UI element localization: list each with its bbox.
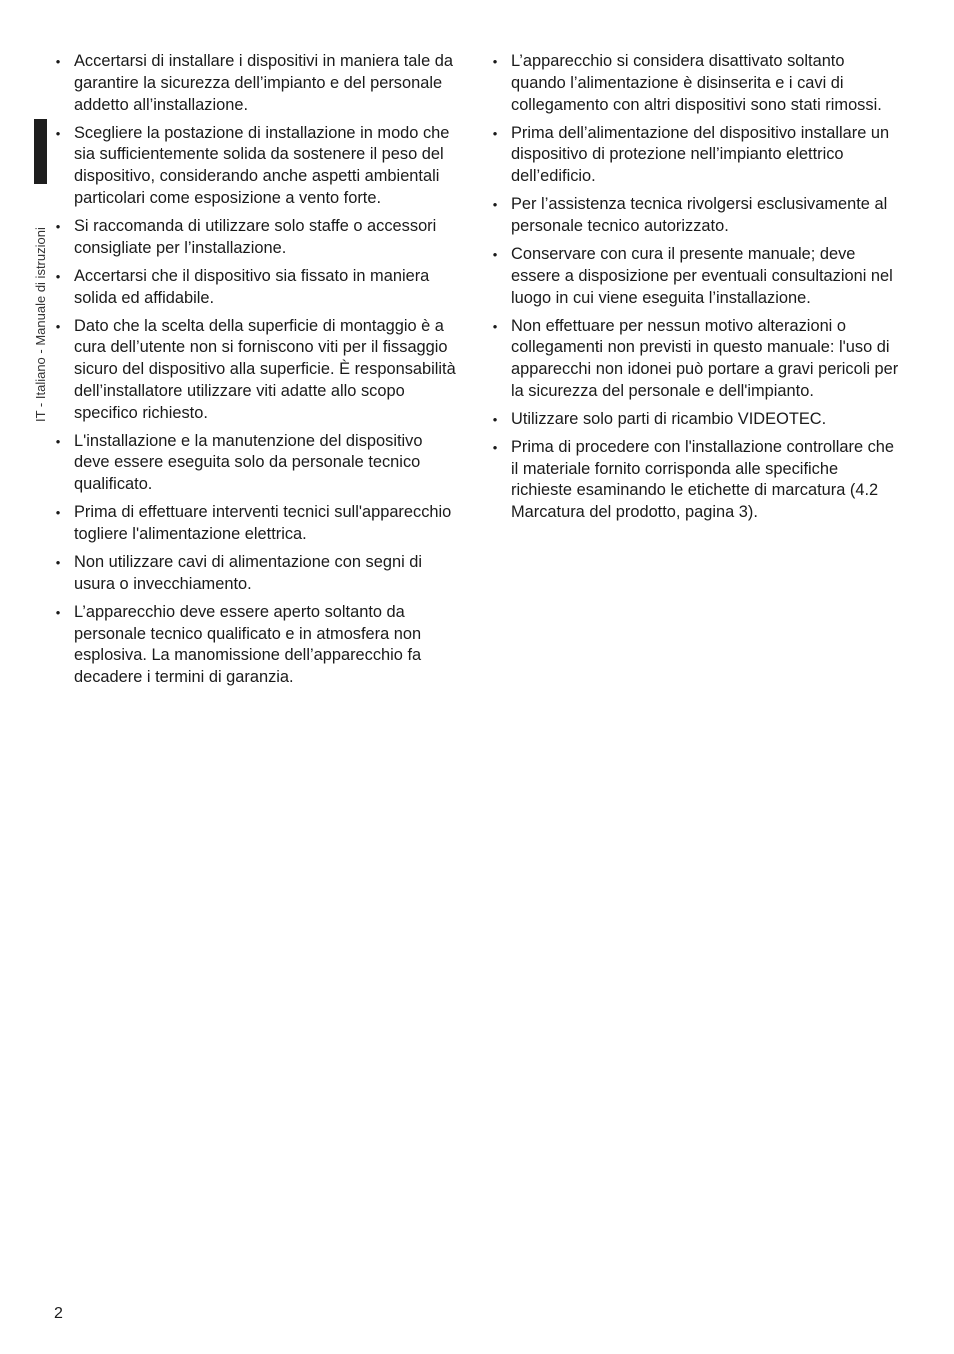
list-item bbox=[490, 51, 900, 116]
list-item-text: Non utilizzare cavi di alimentazione con segni di usura o invecchiamento. bbox=[74, 553, 423, 593]
page-number: 2 bbox=[54, 1305, 63, 1322]
bullet-icon: • bbox=[55, 318, 61, 334]
list-item-text: Per l’assistenza tecnica rivolgersi esclusivamente al personale tecnico autorizzato. bbox=[511, 195, 888, 235]
list-item-text: L’apparecchio deve essere aperto soltanto da personale tecnico qualificato e in atmosfera non esplosiva. La manomissione dell’apparecchio fa decadere i termini di garanzia. bbox=[74, 602, 422, 687]
list-item bbox=[53, 552, 458, 596]
list-item-text: L'installazione e la manutenzione del dispositivo deve essere eseguita solo da personale tecnico qualificato. bbox=[74, 431, 423, 494]
bullet-icon: • bbox=[492, 318, 498, 334]
bullet-icon: • bbox=[492, 125, 498, 141]
list-item-text: Scegliere la postazione di installazione in modo che sia sufficientemente solida da sostenere il peso del dispositivo, considerando anche aspetti ambientali particolari come esposizione a vento forte. bbox=[74, 123, 450, 207]
bullet-icon: • bbox=[492, 54, 498, 69]
list-item-text: Dato che la scelta della superficie di montaggio è a cura dell’utente non si forniscono viti per il fissaggio sicuro del dispositivo alla superficie. È responsabilità dell’installatore utilizzare viti adatte allo scopo specifico richiesto. bbox=[74, 316, 456, 422]
right-column-list bbox=[490, 51, 900, 530]
bullet-icon: • bbox=[55, 433, 61, 449]
bullet-icon: • bbox=[55, 268, 61, 284]
list-item bbox=[53, 216, 458, 260]
list-item-text: L’apparecchio si considera disattivato soltanto quando l’alimentazione è disinserita e i cavi di collegamento con altri dispositivi sono stati rimossi. bbox=[511, 52, 882, 114]
list-item bbox=[490, 316, 900, 403]
list-item-text: Si raccomanda di utilizzare solo staffe o accessori consigliate per l’installazione. bbox=[74, 216, 437, 257]
bullet-icon: • bbox=[55, 218, 61, 234]
list-item-text: Non effettuare per nessun motivo alterazioni o collegamenti non previsti in questo manuale: l'uso di apparecchi non idonei può portare a gravi pericoli per la sicurezza del personale e dell'impianto. bbox=[511, 316, 899, 400]
bullet-icon: • bbox=[55, 604, 61, 620]
sidebar-language-label: IT - Italiano - Manuale di istruzioni bbox=[33, 227, 48, 422]
language-tab-marker bbox=[34, 119, 47, 184]
list-item bbox=[53, 316, 458, 425]
bullet-icon: • bbox=[492, 411, 498, 427]
list-item bbox=[490, 123, 900, 188]
list-item bbox=[490, 409, 900, 431]
list-item bbox=[53, 51, 458, 116]
list-item-text: Conservare con cura il presente manuale; deve essere a disposizione per eventuali consultazioni nel luogo in cui viene eseguita l’installazione. bbox=[511, 244, 893, 307]
bullet-icon: • bbox=[55, 54, 61, 69]
list-item-text: Utilizzare solo parti di ricambio VIDEOTEC. bbox=[511, 409, 827, 428]
list-item bbox=[53, 431, 458, 496]
list-item bbox=[490, 194, 900, 238]
bullet-icon: • bbox=[55, 125, 61, 141]
list-item-text: Accertarsi che il dispositivo sia fissato in maniera solida ed affidabile. bbox=[74, 266, 430, 307]
bullet-icon: • bbox=[492, 439, 498, 455]
bullet-icon: • bbox=[55, 505, 61, 521]
list-item-text: Prima di effettuare interventi tecnici sull'apparecchio togliere l'alimentazione elettrica. bbox=[74, 503, 452, 544]
list-item-text: Prima dell’alimentazione del dispositivo installare un dispositivo di protezione nell’impianto elettrico dell’edificio. bbox=[511, 123, 890, 186]
bullet-icon: • bbox=[492, 197, 498, 213]
left-column-list bbox=[53, 51, 458, 695]
list-item bbox=[53, 502, 458, 546]
list-item bbox=[53, 602, 458, 689]
list-item bbox=[490, 437, 900, 524]
list-item-text: Prima di procedere con l'installazione controllare che il materiale fornito corrisponda alle specifiche richieste esaminando le etichette di marcatura (4.2 Marcatura del prodotto, pagina 3). bbox=[511, 437, 895, 522]
list-item bbox=[490, 244, 900, 309]
list-item-text: Accertarsi di installare i dispositivi in maniera tale da garantire la sicurezza dell’impianto e del personale addetto all’installazione. bbox=[74, 52, 453, 114]
list-item bbox=[53, 123, 458, 210]
bullet-icon: • bbox=[55, 555, 61, 571]
list-item bbox=[53, 266, 458, 310]
bullet-icon: • bbox=[492, 246, 498, 262]
